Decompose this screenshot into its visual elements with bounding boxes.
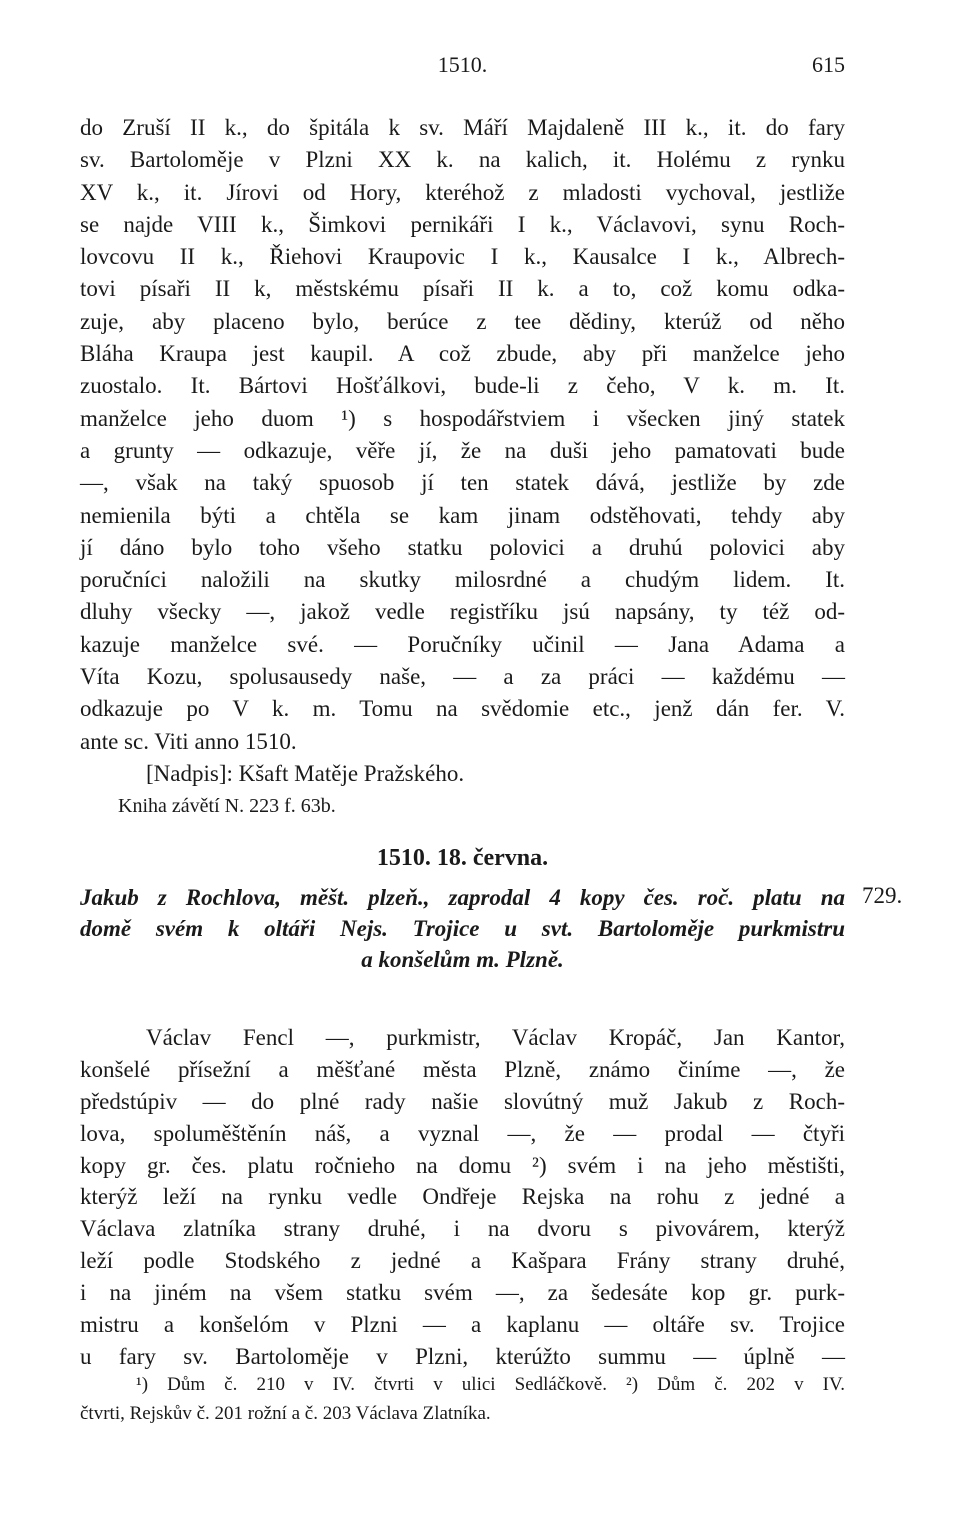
text-line: odkazuje po V k. m. Tomu na svědomie etc., jenž dán fer. V. bbox=[80, 696, 845, 722]
text-line: kazuje manželce své. — Poručníky učinil — Jana Adama a bbox=[80, 631, 845, 657]
text-line: poručníci naložili na skutky milosrdné a chudým lidem. It. bbox=[80, 567, 845, 593]
text-line: lovcovu II k., Řiehovi Kraupovic I k., Kausalce I k., Albrech- bbox=[80, 244, 845, 270]
document-summary bbox=[80, 882, 845, 975]
text-line: mistru a konšelóm v Plzni — a kaplanu — oltáře sv. Trojice bbox=[80, 1312, 845, 1338]
text-line: kterýž leží na rynku vedle Ondřeje Rejska na rohu z jedné a bbox=[80, 1184, 845, 1210]
page-number: 615 bbox=[812, 52, 845, 77]
text-line: zuje, aby placeno bylo, berúce z tee dědiny, kterúž od něho bbox=[80, 308, 845, 334]
text-line: i na jiném na všem statku svém —, za šedesáte kop gr. purk- bbox=[80, 1280, 845, 1306]
testament-text bbox=[80, 112, 845, 823]
deed-text bbox=[80, 1022, 845, 1373]
text-line: leží podle Stodského z jedné a Kašpara Frány strany druhé, bbox=[80, 1248, 845, 1274]
text-line: manželce jeho duom ¹) s hospodářstviem i všecken jiný statek bbox=[80, 405, 845, 431]
text-line: jí dáno bylo toho všeho statku polovici a druhú polovici aby bbox=[80, 534, 845, 560]
document-number: 729. bbox=[862, 883, 903, 908]
text-line: Václava zlatníka strany druhé, i na dvoru s pivovárem, kterýž bbox=[80, 1216, 845, 1242]
summary-line: a konšelům m. Plzně. bbox=[361, 947, 564, 972]
text-line: lova, spoluměštěnín náš, a vyznal —, že — prodal — čtyři bbox=[80, 1120, 845, 1146]
text-line: kopy gr. čes. platu ročnieho na domu ²) svém i na jeho městišti, bbox=[80, 1152, 845, 1178]
text-line: dluhy všecky —, jakož vedle registříku jsú napsány, ty též od- bbox=[80, 599, 845, 625]
text-line: ante sc. Viti anno 1510. bbox=[80, 728, 297, 754]
text-line: se najde VIII k., Šimkovi pernikáři I k., Václavovi, synu Roch- bbox=[80, 211, 845, 237]
footnote-line: čtvrti, Rejskův č. 201 rožní a č. 203 Václava Zlatníka. bbox=[80, 1403, 491, 1424]
text-line: tovi písaři II k, městskému písaři II k. a to, což komu odka- bbox=[80, 276, 845, 302]
section-date-heading: 1510. 18. června. bbox=[376, 845, 549, 871]
running-year: 1510. bbox=[437, 52, 488, 77]
text-line: —, však na taký spuosob jí ten statek dává, jestliže by zde bbox=[80, 470, 845, 496]
page-header bbox=[80, 52, 845, 82]
text-line: Václav Fencl —, purkmistr, Václav Kropáč, Jan Kantor, bbox=[146, 1025, 845, 1050]
footnotes bbox=[80, 1370, 845, 1428]
summary-line: Jakub z Rochlova, měšt. plzeň., zaprodal 4 kopy čes. roč. platu na bbox=[80, 885, 845, 910]
text-line: u fary sv. Bartoloměje v Plzni, kterúžto summu — úplně — bbox=[80, 1343, 845, 1369]
text-line: do Zruší II k., do špitála k sv. Máří Majdaleně III k., it. do fary bbox=[80, 115, 845, 140]
footnote-line: ¹) Dům č. 210 v IV. čtvrti v ulici Sedláčkově. ²) Dům č. 202 v IV. bbox=[136, 1374, 845, 1395]
summary-line: domě svém k oltáři Nejs. Trojice u svt. Bartoloměje purkmistru bbox=[80, 916, 845, 941]
source-reference: Kniha závětí N. 223 f. 63b. bbox=[118, 795, 336, 818]
text-line: předstúpiv — do plné rady našie slovútný muž Jakub z Roch- bbox=[80, 1088, 845, 1114]
title-note: [Nadpis]: Kšaft Matěje Pražského. bbox=[146, 760, 465, 786]
text-line: Bláha Kraupa jest kaupil. A což zbude, aby při manželce jeho bbox=[80, 341, 845, 367]
text-line: konšelé přísežní a měšťané města Plzně, známo činíme —, že bbox=[80, 1056, 845, 1082]
text-line: nemienila býti a chtěla se kam jinam odstěhovati, tehdy aby bbox=[80, 502, 845, 528]
text-line: zuostalo. It. Bártovi Hošťálkovi, bude-li z čeho, V k. m. It. bbox=[80, 373, 845, 399]
text-line: a grunty — odkazuje, věře jí, že na duši jeho pamatovati bude bbox=[80, 437, 845, 463]
text-line: sv. Bartoloměje v Plzni XX k. na kalich, it. Holému z rynku bbox=[80, 147, 845, 173]
text-line: XV k., it. Jírovi od Hory, kteréhož z mladosti vychoval, jestliže bbox=[80, 179, 845, 205]
text-line: Víta Kozu, spolusausedy naše, — a za práci — každému — bbox=[80, 664, 845, 690]
